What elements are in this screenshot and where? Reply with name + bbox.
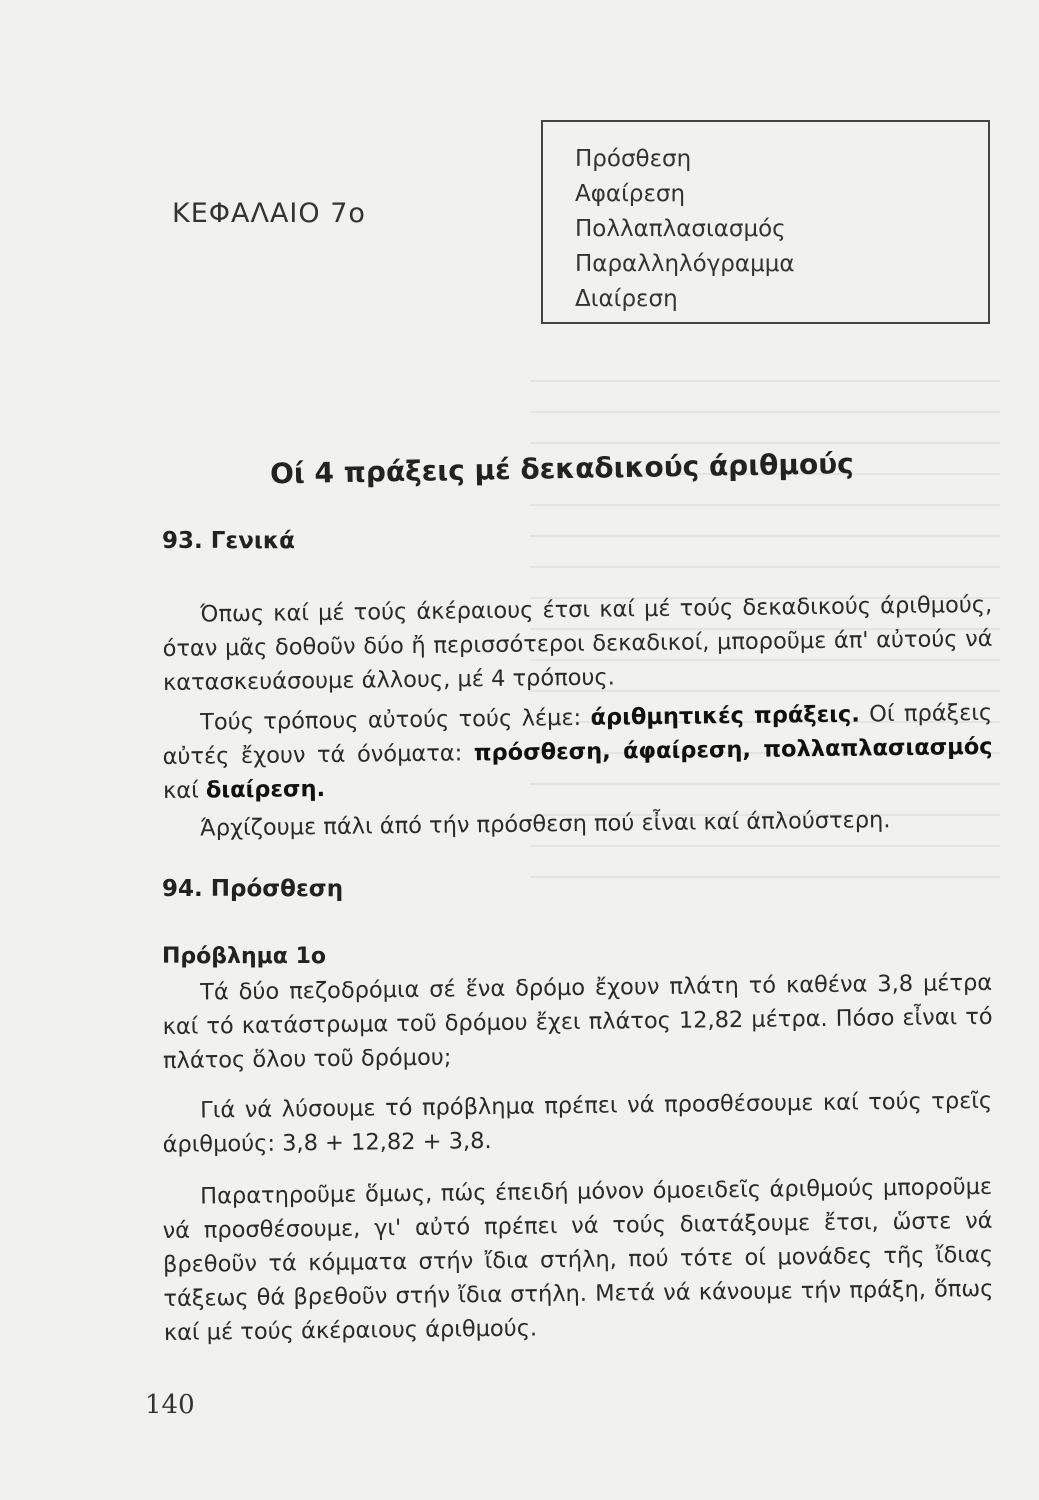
paragraph-93-2-and: καί bbox=[162, 777, 207, 804]
topic-subtraction: Αφαίρεση bbox=[575, 181, 686, 207]
paragraph-94-2 bbox=[162, 1084, 993, 1162]
paragraph-94-3-text: Παρατηροῦμε ὅμως, πώς έπειδή μόνον όμοειδεῖς άριθμούς μποροῦμε νά προσθέσουμε, γι' αὐτό πρέπει νά τούς διατάξουμε ἔτσι, ὥστε νά βρεθοῦν τά κόμματα στήν ἴδια στήλη, πού τότε οί μονάδες τῆς ἴδιας τάξεως θά βρεθοῦν στήν ἴδια στήλη. Μετά νά κάνουμε τήν πράξη, ὅπως καί μέ τούς άκέραιους άριθμούς. bbox=[162, 1173, 994, 1346]
term-operation-names: πρόσθεση, άφαίρεση, πολλαπλασιασμός bbox=[473, 733, 993, 767]
paragraph-94-1-text: Τά δύο πεζοδρόμια σέ ἕνα δρόμο ἔχουν πλάτη τό καθένα 3,8 μέτρα καί τό κατάστρωμα τοῦ δρόμου ἔχει πλάτος 12,82 μέτρα. Πόσο εἶναι τό πλάτος ὅλου τοῦ δρόμου; bbox=[162, 969, 993, 1074]
paragraph-93-2 bbox=[162, 696, 993, 808]
heading-93: 93. Γενικά bbox=[162, 528, 295, 554]
paragraph-94-1 bbox=[162, 966, 993, 1078]
paragraph-93-2-pre: Τούς τρόπους αὐτούς τούς λέμε: bbox=[200, 704, 591, 736]
paragraph-94-3 bbox=[162, 1170, 994, 1350]
chapter-label: ΚΕΦΑΛΑΙΟ 7ο bbox=[172, 198, 366, 229]
paragraph-93-3-text: Άρχίζουμε πάλι άπό τήν πρόσθεση πού εἶναι καί άπλούστερη. bbox=[200, 807, 891, 842]
term-division: διαίρεση. bbox=[205, 776, 326, 804]
section-title: Οί 4 πράξεις μέ δεκαδικούς άριθμούς bbox=[269, 447, 854, 491]
paragraph-93-1 bbox=[162, 588, 993, 700]
page-number: 140 bbox=[145, 1390, 195, 1420]
chapter-topics-box bbox=[541, 120, 990, 324]
paragraph-93-1-text: Όπως καί μέ τούς άκέραιους έτσι καί μέ τούς δεκαδικούς άριθμούς, όταν μᾶς δοθοῦν δύο ἤ περισσότεροι δεκαδικοί, μποροῦμε άπ' αὐτούς νά κατασκευάσουμε άλλους, μέ 4 τρόπους. bbox=[162, 591, 993, 696]
heading-94: 94. Πρόσθεση bbox=[162, 876, 344, 902]
paragraph-93-3 bbox=[162, 802, 992, 846]
problem-heading: Πρόβλημα 1ο bbox=[162, 944, 326, 969]
topic-parallelograms: Παραλληλόγραμμα bbox=[575, 251, 795, 277]
term-arithmetic-operations: άριθμητικές πράξεις. bbox=[590, 701, 860, 731]
topic-addition: Πρόσθεση bbox=[575, 146, 692, 172]
topic-division: Διαίρεση bbox=[575, 286, 678, 312]
paragraph-94-2-text: Γιά νά λύσουμε τό πρόβλημα πρέπει νά προσθέσουμε καί τούς τρεῖς άριθμούς: 3,8 + 12,82 + 3,8. bbox=[162, 1087, 993, 1158]
paragraph-93-2-mid: Οί πράξεις αὐτές ἔχουν τά όνόματα: bbox=[162, 699, 993, 770]
topic-multiplication: Πολλαπλασιασμός bbox=[575, 216, 786, 242]
